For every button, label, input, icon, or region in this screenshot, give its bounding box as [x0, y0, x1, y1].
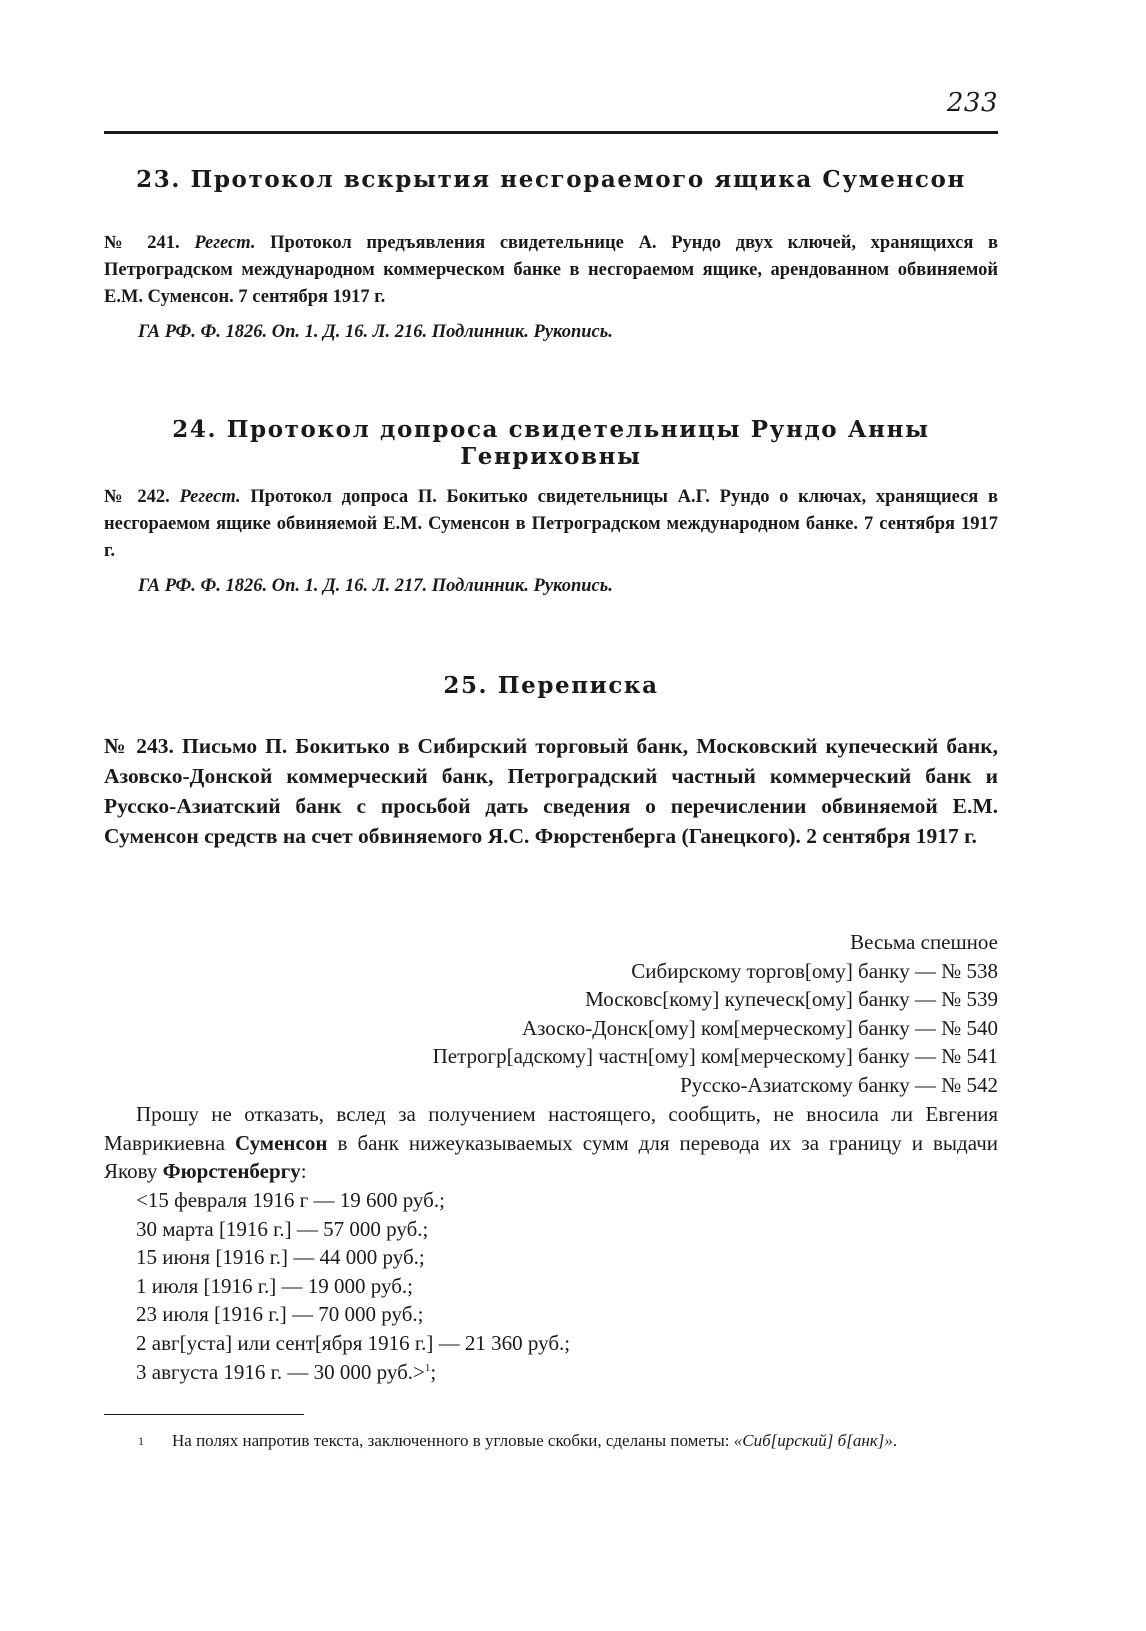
addressee-line: Азоско-Донск[ому] ком[мерческому] банку — № 540 — [521, 1015, 998, 1040]
regest-text: Протокол предъявления свидетельнице А. Рундо двух ключей, хранящихся в Петроградском международном коммерческом банке в несгораемом ящике, арендованном обвиняемой Е.М. Суменсон. 7 сентября 1917 г. — [104, 233, 999, 307]
regest-label: Регест. — [194, 233, 256, 253]
payment-item: <15 февраля 1916 г — 19 600 руб.; — [136, 1188, 445, 1212]
page-number: 233 — [946, 88, 998, 118]
regest-label: Регест. — [179, 487, 241, 507]
doc-number: № 241. — [104, 233, 180, 253]
payment-item: 15 июня [1916 г.] — 44 000 руб.; — [136, 1245, 425, 1270]
archive-source-241: ГА РФ. Ф. 1826. Оп. 1. Д. 16. Л. 216. Подлинник. Рукопись. — [138, 322, 613, 342]
body-text-part: в банк нижеуказываемых сумм для перевода их за границу и выдачи Якову — [104, 1130, 999, 1184]
addressee-line: Московс[кому] купеческ[ому] банку — № 539 — [585, 987, 998, 1012]
payment-suffix: ; — [430, 1359, 437, 1384]
payments-list — [136, 1186, 996, 1386]
addressee-block — [104, 928, 998, 1100]
regest-text: Протокол допроса П. Бокитько свидетельницы А.Г. Рундо о ключах, хранящиеся в несгораемом ящике обвиняемой Е.М. Суменсон в Петроградском международном банке. 7 сентября 1917 г. — [104, 487, 998, 561]
person-name: Суменсон — [234, 1130, 328, 1155]
footnote-text: На полях напротив текста, заключенного в угловые скобки, сделаны пометы: — [172, 1431, 734, 1450]
regest-242 — [104, 484, 998, 565]
header-rule — [104, 131, 998, 134]
archive-source-242: ГА РФ. Ф. 1826. Оп. 1. Д. 16. Л. 217. Подлинник. Рукопись. — [138, 576, 613, 596]
doc-number: № 242. — [104, 487, 170, 507]
footnote-mark: 1 — [138, 1434, 144, 1448]
section-heading-24: 24. Протокол допроса свидетельницы Рундо Анны Генриховны — [172, 416, 930, 470]
section-heading-25: 25. Переписка — [443, 672, 659, 699]
addressee-line: Сибирскому торгов[ому] банку — № 538 — [631, 958, 998, 983]
letter-body — [104, 1100, 998, 1186]
payment-item: 2 авг[уста] или сент[ября 1916 г.] — 21 360 руб.; — [136, 1330, 571, 1355]
urgency-note: Весьма спешное — [850, 930, 998, 954]
payment-item — [136, 1358, 996, 1387]
section-heading-23: 23. Протокол вскрытия несгораемого ящика Суменсон — [136, 166, 966, 193]
addressee-line: Петрогр[адскому] частн[ому] ком[мерческому] банку — № 541 — [432, 1044, 998, 1069]
footnote — [104, 1428, 998, 1454]
payment-item: 30 марта [1916 г.] — 57 000 руб.; — [136, 1216, 429, 1241]
document-title-243: № 243. Письмо П. Бокитько в Сибирский торговый банк, Московский купеческий банк, Азовско-Донской коммерческий банк, Петроградский частный коммерческий банк и Русско-Азиатский банк с просьбой дать сведения о перечислении обвиняемой Е.М. Суменсон средств на счет обвиняемого Я.С. Фюрстенберга (Ганецкого). 2 сентября 1917 г. — [104, 734, 998, 848]
person-name: Фюрстенбергу — [162, 1159, 301, 1184]
regest-241 — [104, 230, 998, 311]
body-text-part: Прошу не отказать, вслед за получением настоящего, сообщить, не вносила ли Евгения Маврикиевна — [104, 1102, 998, 1155]
payment-item: 1 июля [1916 г.] — 19 000 руб.; — [136, 1273, 413, 1298]
footnote-reference[interactable]: 1 — [424, 1361, 431, 1374]
footnote-rule — [104, 1414, 304, 1415]
body-text-part: : — [300, 1159, 307, 1184]
payment-text: 3 августа 1916 г. — 30 000 руб.> — [136, 1359, 425, 1384]
addressee-line: Русско-Азиатскому банку — № 542 — [680, 1072, 998, 1097]
payment-item: 23 июля [1916 г.] — 70 000 руб.; — [136, 1302, 424, 1327]
footnote-end: . — [892, 1431, 898, 1450]
footnote-quote: «Сиб[ирский] б[анк]» — [733, 1431, 893, 1450]
